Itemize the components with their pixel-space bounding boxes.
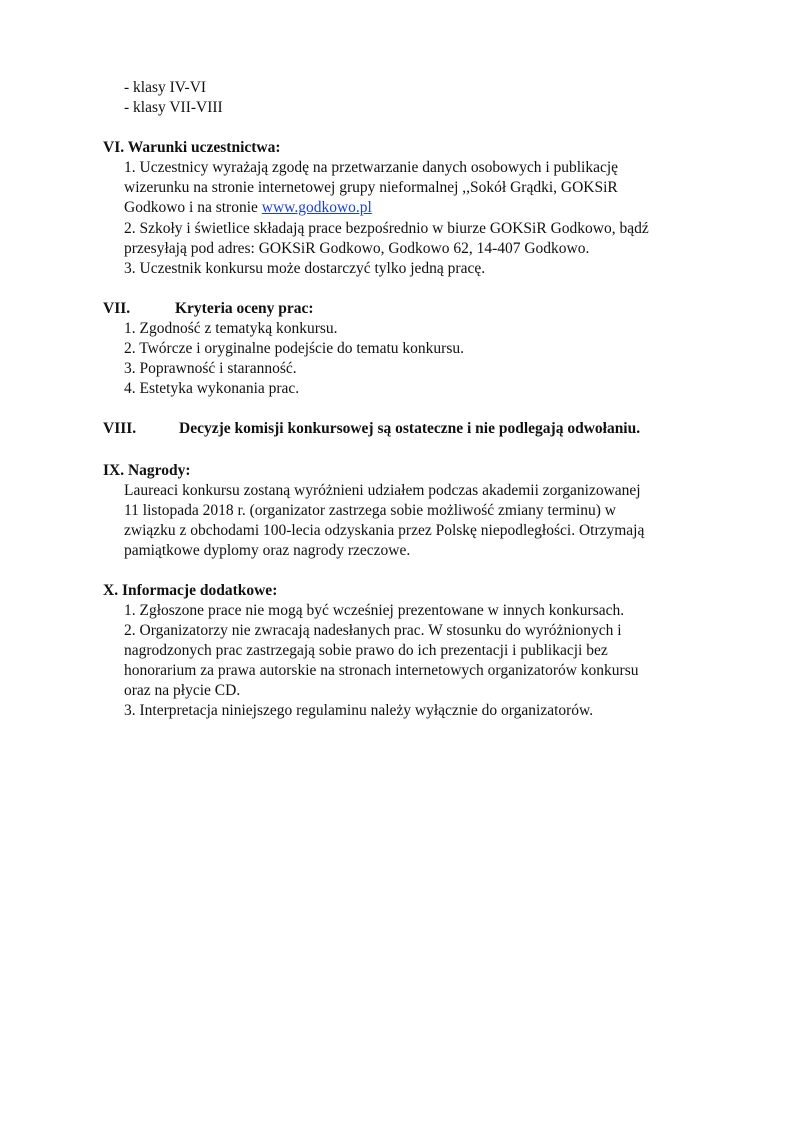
section-heading-warunki: VI. Warunki uczestnictwa: [103, 139, 281, 156]
paragraph-line: 11 listopada 2018 r. (organizator zastrzega sobie możliwość zmiany terminu) w [124, 502, 616, 519]
paragraph-line: przesyłają pod adres: GOKSiR Godkowo, Godkowo 62, 14-407 Godkowo. [124, 240, 590, 257]
paragraph-line: 1. Zgłoszone prace nie mogą być wcześniej prezentowane w innych konkursach. [124, 602, 625, 619]
paragraph-line: 3. Uczestnik konkursu może dostarczyć tylko jedną pracę. [124, 260, 486, 277]
section-numeral: VIII. [103, 420, 137, 437]
paragraph-text: Godkowo i na stronie [124, 199, 262, 216]
website-link[interactable]: www.godkowo.pl [261, 199, 372, 216]
paragraph-line: związku z obchodami 100-lecia odzyskania przez Polskę niepodległości. Otrzymają [124, 522, 645, 539]
list-item: 2. Twórcze i oryginalne podejście do tematu konkursu. [124, 340, 464, 357]
section-numeral: VII. [103, 300, 131, 317]
paragraph-line: Laureaci konkursu zostaną wyróżnieni udziałem podczas akademii zorganizowanej [124, 482, 641, 499]
paragraph-line: 3. Interpretacja niniejszego regulaminu należy wyłącznie do organizatorów. [124, 702, 594, 719]
list-item: 4. Estetyka wykonania prac. [124, 380, 300, 397]
paragraph-line: 2. Szkoły i świetlice składają prace bezpośrednio w biurze GOKSiR Godkowo, bądź [124, 220, 649, 237]
section-heading-nagrody: IX. Nagrody: [103, 462, 191, 479]
list-item: - klasy VII-VIII [124, 99, 223, 116]
list-item: 1. Zgodność z tematyką konkursu. [124, 320, 338, 337]
section-heading-informacje: X. Informacje dodatkowe: [103, 582, 278, 599]
section-heading-kryteria: Kryteria oceny prac: [175, 300, 314, 317]
list-item: - klasy IV-VI [124, 79, 207, 96]
list-item: 3. Poprawność i staranność. [124, 360, 297, 377]
section-heading-decyzje: Decyzje komisji konkursowej są ostateczne i nie podlegają odwołaniu. [179, 420, 641, 437]
paragraph-line: nagrodzonych prac zastrzegają sobie prawo do ich prezentacji i publikacji bez [124, 642, 608, 659]
paragraph-line: honorarium za prawa autorskie na stronach internetowych organizatorów konkursu [124, 662, 639, 679]
paragraph-line [124, 198, 372, 218]
paragraph-line: pamiątkowe dyplomy oraz nagrody rzeczowe. [124, 542, 411, 559]
paragraph-line: 2. Organizatorzy nie zwracają nadesłanych prac. W stosunku do wyróżnionych i [124, 622, 622, 639]
paragraph-line: 1. Uczestnicy wyrażają zgodę na przetwarzanie danych osobowych i publikację [124, 159, 619, 176]
paragraph-line: oraz na płycie CD. [124, 682, 241, 699]
paragraph-line: wizerunku na stronie internetowej grupy nieformalnej ,,Sokół Grądki, GOKSiR [124, 179, 618, 196]
